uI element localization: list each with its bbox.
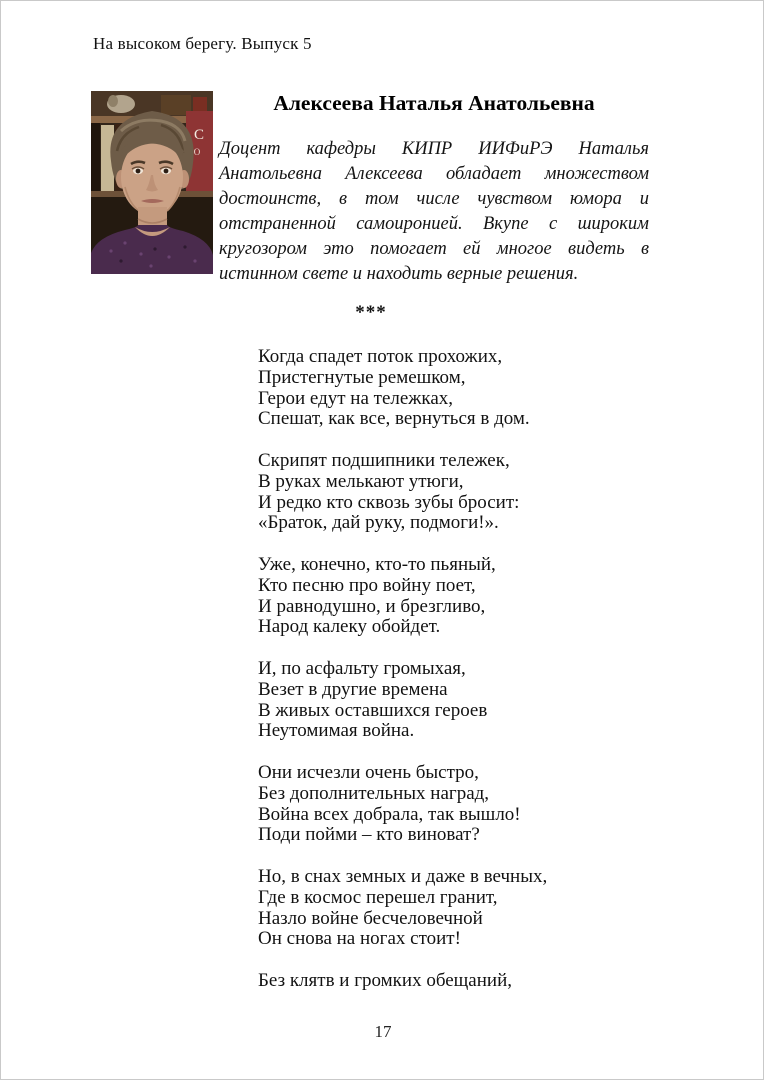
running-title: На высоком берегу. Выпуск 5 [93, 34, 312, 53]
svg-text:О: О [193, 147, 201, 157]
poem-stanza [258, 347, 678, 430]
poem-stanza [258, 971, 678, 992]
poem-line: Скрипят подшипники тележек, [258, 449, 510, 471]
poem-line: И, по асфальту громыхая, [258, 657, 466, 679]
poem-line: Без дополнительных наград, [258, 782, 490, 804]
poem-line: Когда спадет поток прохожих, [258, 346, 503, 367]
poem-line: Они исчезли очень быстро, [258, 761, 479, 783]
poem-line: Уже, конечно, кто-то пьяный, [258, 553, 496, 575]
poem-line: В руках мелькают утюги, [258, 470, 464, 492]
poem-stanza [258, 451, 678, 534]
poem-stanza [258, 867, 678, 950]
poem-line: Но, в снах земных и даже в вечных, [258, 865, 548, 887]
poem [258, 347, 678, 1013]
poem-line: Он снова на ногах стоит! [258, 928, 461, 950]
poem-line: Герои едут на тележках, [258, 387, 454, 409]
poem-stanza [258, 555, 678, 638]
poem-line: Неутомимая война. [258, 720, 415, 742]
poem-line: В живых оставшихся героев [258, 699, 488, 721]
page-number: 17 [374, 1022, 392, 1041]
poem-stanza [258, 763, 678, 846]
poem-line: И равнодушно, и брезгливо, [258, 595, 486, 617]
poem-line: Кто песню про войну поет, [258, 574, 476, 596]
poem-line: Спешат, как все, вернуться в дом. [258, 408, 530, 430]
author-name: Алексеева Наталья Анатольевна [273, 91, 595, 115]
poem-separator: *** [355, 302, 387, 323]
author-photo [91, 91, 213, 274]
poem-line: Где в космос перешел гранит, [258, 886, 498, 908]
poem-line: И редко кто сквозь зубы бросит: [258, 491, 520, 513]
poem-line: Пристегнутые ремешком, [258, 366, 466, 388]
poem-line: Поди пойми – кто виноват? [258, 824, 480, 846]
poem-line: Везет в другие времена [258, 678, 448, 700]
poem-line: Без клятв и громких обещаний, [258, 969, 512, 991]
svg-text:С: С [193, 127, 205, 143]
poem-stanza [258, 659, 678, 742]
author-bio: Доцент кафедры КИПР ИИФиРЭ Наталья Анатольевна Алексеева обладает множеством достоинств, в том числе чувством юмора и отстраненной самоиронией. Вкупе с широким кругозором это помогает ей многое видеть в истинном свете и находить верные решения. [219, 139, 649, 284]
poem-line: Война всех добрала, так вышло! [258, 803, 521, 825]
poem-line: «Браток, дай руку, подмоги!». [258, 512, 499, 534]
poem-line: Народ калеку обойдет. [258, 616, 441, 638]
author-photo-illustration [91, 91, 213, 274]
poem-line: Назло войне бесчеловечной [258, 907, 483, 929]
